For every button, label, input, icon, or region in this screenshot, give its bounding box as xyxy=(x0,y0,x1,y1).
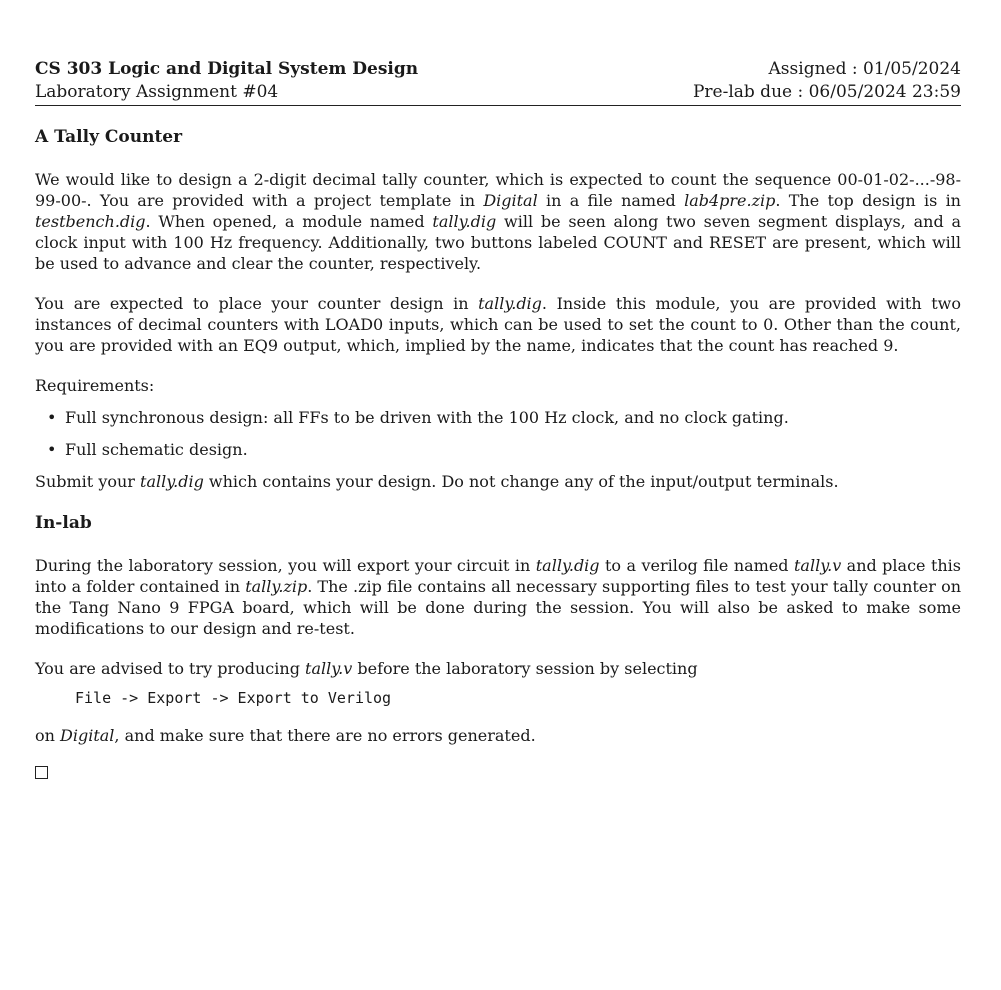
end-of-document-box xyxy=(35,766,48,779)
header xyxy=(35,58,961,104)
paragraph-intro: We would like to design a 2-digit decimal tally counter, which is expected to count the sequence 00-01-02-...-98-99-00-. You are provided with a project template in Digital in a file named lab4pre.zip. The top design is in testbench.dig. When opened, a module named tally.dig will be seen along two seven segment displays, and a clock input with 100 Hz frequency. Additionally, two buttons labeled COUNT and RESET are present, which will be used to advance and clear the counter, respectively. xyxy=(35,170,961,273)
paragraph-inlab: During the laboratory session, you will export your circuit in tally.dig to a verilog file named tally.v and place this into a folder contained in tally.zip. The .zip file contains all necessary supporting files to test your tally counter on the Tang Nano 9 FPGA board, which will be done during the session. You will also be asked to make some modifications to our design and re-test. xyxy=(35,556,962,638)
section-title-inlab: In-lab xyxy=(35,513,92,533)
header-rule xyxy=(35,105,961,106)
list-item: • Full synchronous design: all FFs to be driven with the 100 Hz clock, and no clock gating. xyxy=(65,407,961,428)
assigned-date: Assigned : 01/05/2024 xyxy=(768,59,961,79)
paragraph-closing: on Digital, and make sure that there are no errors generated. xyxy=(35,726,536,745)
prelab-due-date: Pre-lab due : 06/05/2024 23:59 xyxy=(692,82,961,102)
assignment-number: Laboratory Assignment #04 xyxy=(35,82,279,102)
paragraph-module: You are expected to place your counter design in tally.dig. Inside this module, you are provided with two instances of decimal counters with LOAD0 inputs, which can be used to set the count to 0. Other than the count, you are provided with an EQ9 output, which, implied by the name, indicates that the count has reached 9. xyxy=(35,294,962,355)
section-title-tally-counter: A Tally Counter xyxy=(35,127,183,147)
paragraph-submit: Submit your tally.dig which contains your design. Do not change any of the input/output terminals. xyxy=(35,472,839,491)
course-title: CS 303 Logic and Digital System Design xyxy=(35,59,419,79)
list-item: • Full schematic design. xyxy=(65,439,961,460)
requirements-list xyxy=(35,407,961,460)
export-menu-path: File -> Export -> Export to Verilog xyxy=(75,689,392,707)
document-page xyxy=(35,58,961,779)
paragraph-advice: You are advised to try producing tally.v before the laboratory session by selecting xyxy=(35,659,698,678)
requirements-label: Requirements: xyxy=(35,376,155,395)
